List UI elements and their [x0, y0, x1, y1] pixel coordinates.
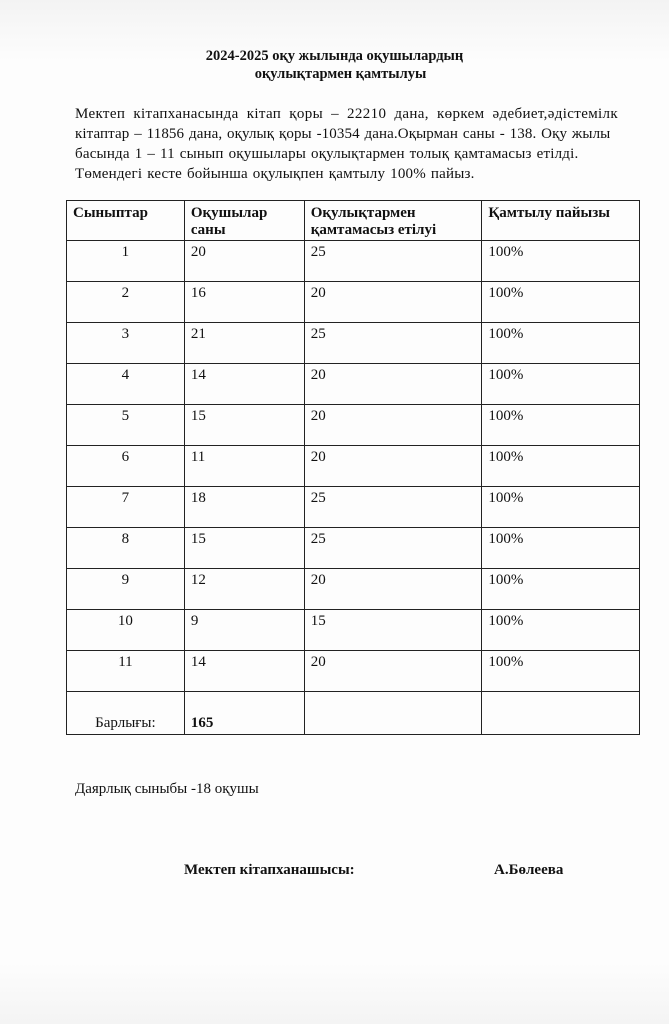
- cell-class: 7: [67, 487, 185, 528]
- cell-textbooks: 20: [304, 569, 482, 610]
- cell-percent: 100%: [482, 487, 640, 528]
- preparatory-class-note: Даярлық сыныбы -18 оқушы: [75, 781, 259, 797]
- cell-textbooks: 20: [304, 405, 482, 446]
- cell-percent: 100%: [482, 282, 640, 323]
- cell-class: 3: [67, 323, 185, 364]
- cell-percent: 100%: [482, 364, 640, 405]
- cell-textbooks: 25: [304, 241, 482, 282]
- table-row: [67, 528, 640, 569]
- intro-line: Мектеп кітапханасында кітап қоры – 22210 дана, көркем әдебиет,әдістемілк: [75, 106, 619, 122]
- cell-class: 9: [67, 569, 185, 610]
- cell-textbooks: 20: [304, 364, 482, 405]
- table-row: [67, 446, 640, 487]
- cell-students: 9: [184, 610, 304, 651]
- table-row: [67, 364, 640, 405]
- total-value: 165: [184, 692, 304, 735]
- header-classes: Сыныптар: [67, 201, 185, 241]
- cell-percent: 100%: [482, 241, 640, 282]
- cell-class: 2: [67, 282, 185, 323]
- cell-percent: 100%: [482, 569, 640, 610]
- empty-cell: [482, 692, 640, 735]
- cell-students: 16: [184, 282, 304, 323]
- cell-textbooks: 20: [304, 282, 482, 323]
- cell-students: 14: [184, 364, 304, 405]
- table-row: [67, 487, 640, 528]
- cell-percent: 100%: [482, 610, 640, 651]
- cell-class: 5: [67, 405, 185, 446]
- cell-class: 1: [67, 241, 185, 282]
- cell-students: 14: [184, 651, 304, 692]
- intro-paragraph: [75, 104, 669, 184]
- cell-textbooks: 20: [304, 651, 482, 692]
- cell-textbooks: 20: [304, 446, 482, 487]
- header-textbooks: Оқулықтармен қамтамасыз етілуі: [304, 201, 482, 241]
- document-title: [0, 47, 669, 83]
- header-students: Оқушылар саны: [184, 201, 304, 241]
- intro-line: кітаптар – 11856 дана, оқулық қоры -10354 дана.Оқырман саны - 138. Оқу жылы: [75, 126, 611, 142]
- cell-class: 10: [67, 610, 185, 651]
- table-row: [67, 282, 640, 323]
- cell-class: 4: [67, 364, 185, 405]
- total-label: Барлығы:: [67, 692, 185, 735]
- cell-students: 18: [184, 487, 304, 528]
- cell-textbooks: 15: [304, 610, 482, 651]
- table-row: [67, 405, 640, 446]
- title-line-2: оқулықтармен қамтылуы: [254, 66, 427, 82]
- cell-students: 15: [184, 528, 304, 569]
- table-row: [67, 323, 640, 364]
- intro-line: Төмендегі кесте бойынша оқулықпен қамтылу 100% пайыз.: [75, 166, 475, 182]
- cell-percent: 100%: [482, 323, 640, 364]
- cell-percent: 100%: [482, 446, 640, 487]
- cell-textbooks: 25: [304, 487, 482, 528]
- empty-cell: [304, 692, 482, 735]
- cell-percent: 100%: [482, 651, 640, 692]
- cell-students: 11: [184, 446, 304, 487]
- cell-students: 15: [184, 405, 304, 446]
- cell-class: 11: [67, 651, 185, 692]
- table-row: [67, 610, 640, 651]
- table-header-row: [67, 201, 640, 241]
- header-percent: Қамтылу пайызы: [482, 201, 640, 241]
- signature-label: Мектеп кітапханашысы:: [184, 862, 355, 878]
- cell-textbooks: 25: [304, 528, 482, 569]
- table-total-row: [67, 692, 640, 735]
- cell-textbooks: 25: [304, 323, 482, 364]
- cell-percent: 100%: [482, 405, 640, 446]
- intro-line: басында 1 – 11 сынып оқушылары оқулықтармен толық қамтамасыз етілді.: [75, 146, 579, 162]
- cell-students: 12: [184, 569, 304, 610]
- cell-class: 6: [67, 446, 185, 487]
- cell-class: 8: [67, 528, 185, 569]
- textbook-coverage-table: [66, 200, 640, 735]
- signature-name: А.Бөлеева: [494, 862, 564, 878]
- table-row: [67, 241, 640, 282]
- cell-students: 21: [184, 323, 304, 364]
- cell-students: 20: [184, 241, 304, 282]
- cell-percent: 100%: [482, 528, 640, 569]
- table-row: [67, 569, 640, 610]
- title-line-1: 2024-2025 оқу жылында оқушылардың: [205, 48, 464, 64]
- table-row: [67, 651, 640, 692]
